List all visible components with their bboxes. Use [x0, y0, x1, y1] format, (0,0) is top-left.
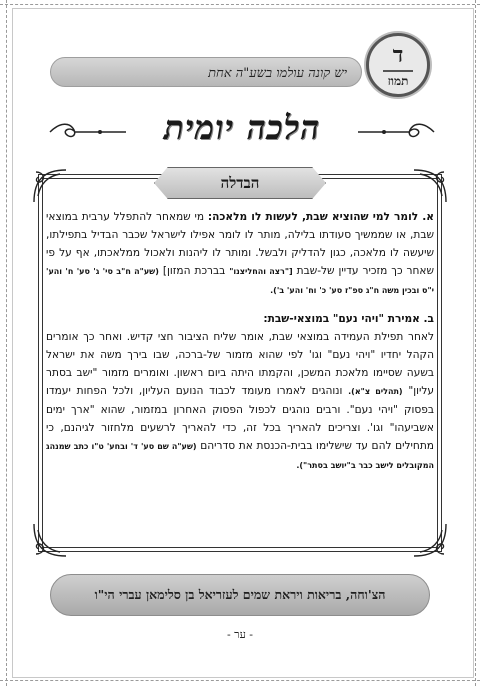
paragraph-1-bracket: ["רצה והחליצנו" — [229, 267, 293, 276]
paragraph-2-heading: ב. אמירת "ויהי נעם" במוצאי-שבת: — [263, 313, 434, 325]
date-badge — [366, 33, 430, 97]
header-subtitle: יש קונה עולמו בשע"ה אחת — [208, 66, 347, 81]
halacha-text — [46, 208, 434, 548]
cut-guide-bottom — [0, 680, 480, 681]
paragraph-1-tail: בברכת המזון] — [162, 265, 226, 277]
paragraph-1 — [46, 208, 434, 300]
page-title: הלכה יומית — [163, 108, 321, 147]
paragraph-1-source: (שע"ה ח"ב סי' ג' סע' ח' והע' י"ס ובכין משה ח"ג ספ"ז סע' כ' וח' והע' ב'). — [46, 267, 434, 295]
paragraph-2-inline-source: (תהלים צ"א). — [348, 387, 403, 396]
paragraph-2 — [46, 310, 434, 475]
date-badge-day: ד — [392, 42, 404, 68]
cut-guide-top — [0, 4, 480, 5]
paragraph-2-source: (שע"ה שם סע' ד' ובחע' ט"ו כתב שמנהג המקובלים לישב כבר ב"יושב בסתר"). — [46, 442, 434, 470]
paragraph-1-heading: א. לומר למי שהוציא שבת, לעשות לו מלאכה: — [207, 211, 434, 223]
dedication-banner — [50, 574, 430, 616]
paragraph-1-body: מי שמאחר להתפלל ערבית במוצאי שבת, או שממשיך סעודתו בלילה, מותר לו לומר אפילו לישראל שכבר הבדיל בתפילתו, שיעשה לו מלאכה, כגון להדליק ולבשל. ומותר לו ליהנות ולאכול ממלאכתו, אף על פי שאחר כך מזכיר עדיין של-שבת — [46, 211, 434, 277]
date-badge-month: תמוז — [387, 74, 409, 88]
paragraph-2-body-continued: ונוהגים לאמרו מעומד לכבוד הנועם העליון, ולכל הפחות יעמדו בפסוק "ויהי נעם". ורבים נוהגים לכפול הפסוק האחרון במזמור, שהוא "ארך ימים אשביעהו" וגו'. וצריכים להאריך בכל זה, כדי להאריך לרשעים מלחזור לגיהנם, כי מתחילים להם עד שישלימו בבית-הכנסת את סדריהם — [46, 385, 434, 452]
title-block — [48, 104, 436, 152]
swirl-ornament-right-icon — [356, 122, 436, 142]
date-badge-divider — [383, 70, 413, 72]
section-heading: הבדלה — [220, 174, 260, 192]
header-banner — [50, 57, 362, 87]
cut-guide-right — [475, 0, 476, 686]
cut-guide-left — [6, 0, 7, 686]
corner-flourish-icon — [410, 166, 450, 206]
paragraph-2-body: לאחר תפילת העמידה במוצאי שבת, אומר שליח הציבור חצי קדיש. ואחר כך אומרים הקהל יחדיו "ויהי נעם" וגו' לפי שהוא מזמור של-ברכה, שבו בירך משה את ישראל בשעה שסיימו מלאכת המשכן, והקמתו היתה ביום ראשון. ואומרים מזמור "ישב בסתר עליון" — [46, 331, 434, 397]
dedication-text: הצ'וחה, בריאות ויראת שמים לעזריאל בן סלימאן עברי הי"ו — [94, 587, 386, 602]
page-number: - ער - — [226, 628, 254, 641]
corner-flourish-icon — [30, 166, 70, 206]
